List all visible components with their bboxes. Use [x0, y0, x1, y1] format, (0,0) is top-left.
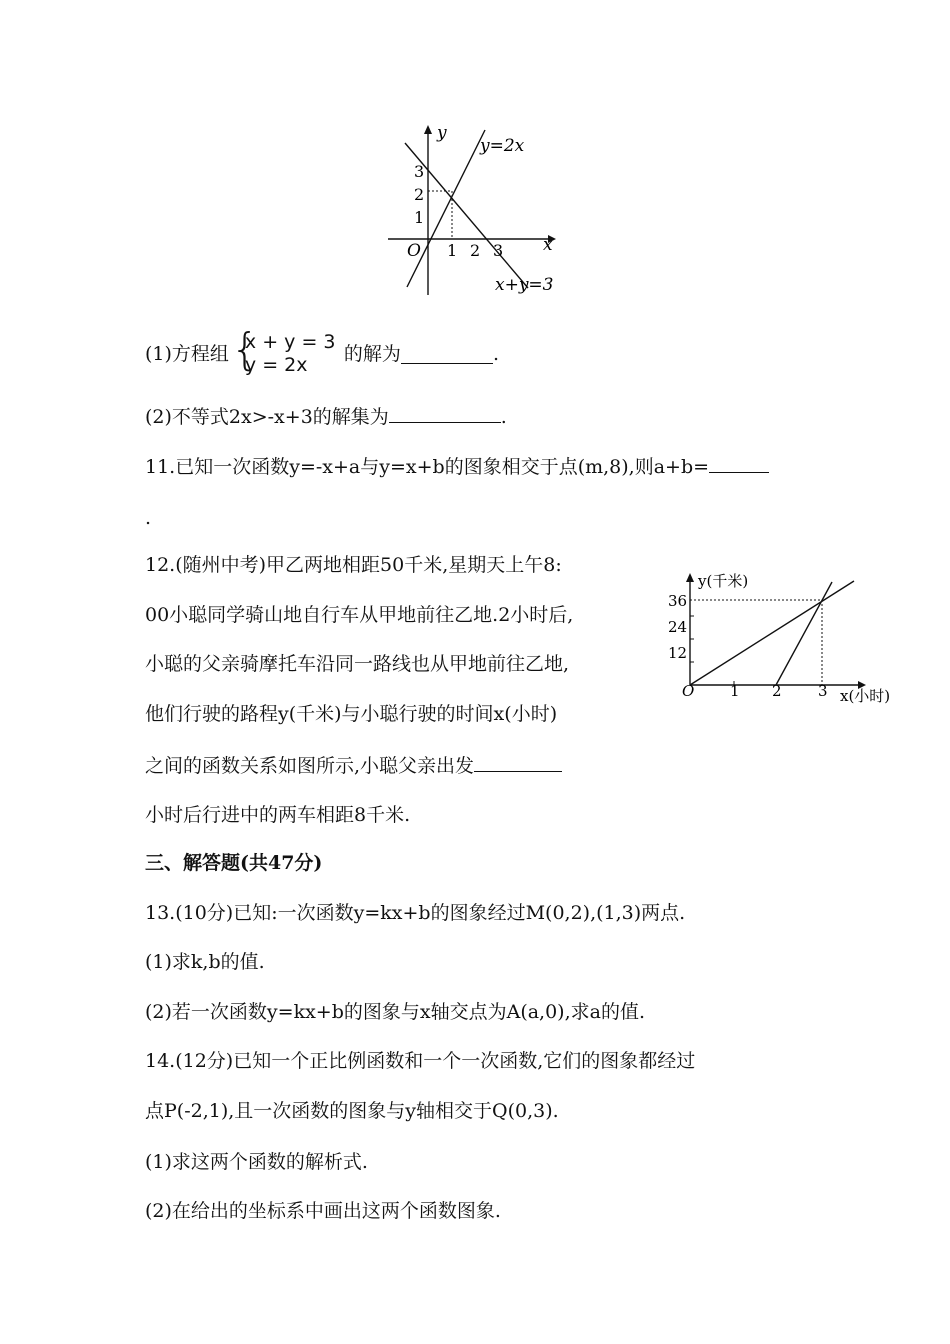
y-axis-arrow: [686, 573, 694, 582]
q10-part1-prefix: (1)方程组: [145, 343, 229, 365]
q10-part2: [145, 404, 507, 429]
brace-icon: {: [230, 324, 259, 375]
line1-label: y=2x: [480, 136, 525, 156]
origin-label: O: [682, 682, 695, 700]
q14-part2: (2)在给出的坐标系中画出这两个函数图象.: [145, 1200, 501, 1222]
x-tick-3: 3: [493, 241, 504, 260]
x-axis-label: x: [543, 235, 553, 255]
x-tick-2: 2: [470, 241, 481, 260]
x-axis-label: x(小时): [840, 687, 891, 705]
q14-part1: (1)求这两个函数的解析式.: [145, 1151, 368, 1173]
line-son: [690, 581, 854, 685]
q11-text: [145, 454, 769, 479]
equation-2: y = 2x: [244, 354, 308, 376]
y-tick-36: 36: [668, 592, 688, 610]
y-tick-2: 2: [414, 185, 425, 204]
q12-line-4: 他们行驶的路程y(千米)与小聪行驶的时间x(小时): [145, 703, 558, 725]
x-tick-3: 3: [818, 682, 828, 700]
period: .: [492, 343, 499, 365]
q14-stem-line1: 14.(12分)已知一个正比例函数和一个一次函数,它们的图象都经过: [145, 1050, 696, 1072]
equation-system: [230, 324, 343, 377]
q12-line-1: 12.(随州中考)甲乙两地相距50千米,星期天上午8:: [145, 554, 562, 576]
x-tick-1: 1: [447, 241, 458, 260]
q12-line-5: [145, 753, 562, 778]
answer-blank-11: [709, 454, 769, 473]
y-tick-12: 12: [668, 644, 688, 662]
q11-stem: 11.已知一次函数y=-x+a与y=x+b的图象相交于点(m,8),则a+b=: [145, 456, 710, 478]
q13-part2: (2)若一次函数y=kx+b的图象与x轴交点为A(a,0),求a的值.: [145, 1001, 646, 1023]
answer-blank-12: [474, 753, 562, 772]
answer-blank-10-2: [389, 404, 501, 423]
q12-line-5-text: 之间的函数关系如图所示,小聪父亲出发: [145, 755, 475, 777]
equation-1: x + y = 3: [244, 331, 336, 353]
q14-stem-line2: 点P(-2,1),且一次函数的图象与y轴相交于Q(0,3).: [145, 1100, 559, 1122]
x-tick-1: 1: [730, 682, 740, 700]
q10-part1-suffix: 的解为: [343, 343, 401, 365]
figure-intersecting-lines: [380, 120, 580, 300]
q12-line-6: 小时后行进中的两车相距8千米.: [145, 804, 411, 826]
period: .: [500, 406, 507, 428]
y-axis-label: y: [437, 123, 447, 143]
q13-stem: 13.(10分)已知:一次函数y=kx+b的图象经过M(0,2),(1,3)两点.: [145, 902, 686, 924]
x-tick-2: 2: [772, 682, 782, 700]
q11-end: .: [145, 507, 152, 529]
y-axis-label: y(千米): [698, 572, 749, 590]
figure-distance-time: [660, 568, 910, 708]
q12-line-2: 00小聪同学骑山地自行车从甲地前往乙地.2小时后,: [145, 604, 574, 626]
q10-part1: [145, 324, 499, 377]
y-axis-arrow: [424, 125, 432, 134]
origin-label: O: [407, 241, 421, 261]
q10-part2-text: (2)不等式2x>-x+3的解集为: [145, 406, 389, 428]
section-heading: 三、解答题(共47分): [145, 852, 323, 874]
y-tick-1: 1: [414, 208, 425, 227]
line-father: [776, 582, 832, 685]
answer-blank-10-1: [401, 345, 493, 364]
q12-line-3: 小聪的父亲骑摩托车沿同一路线也从甲地前往乙地,: [145, 653, 570, 675]
q13-part1: (1)求k,b的值.: [145, 951, 265, 973]
y-tick-24: 24: [668, 618, 688, 636]
line2-label: x+y=3: [495, 275, 554, 295]
y-tick-3: 3: [414, 162, 425, 181]
